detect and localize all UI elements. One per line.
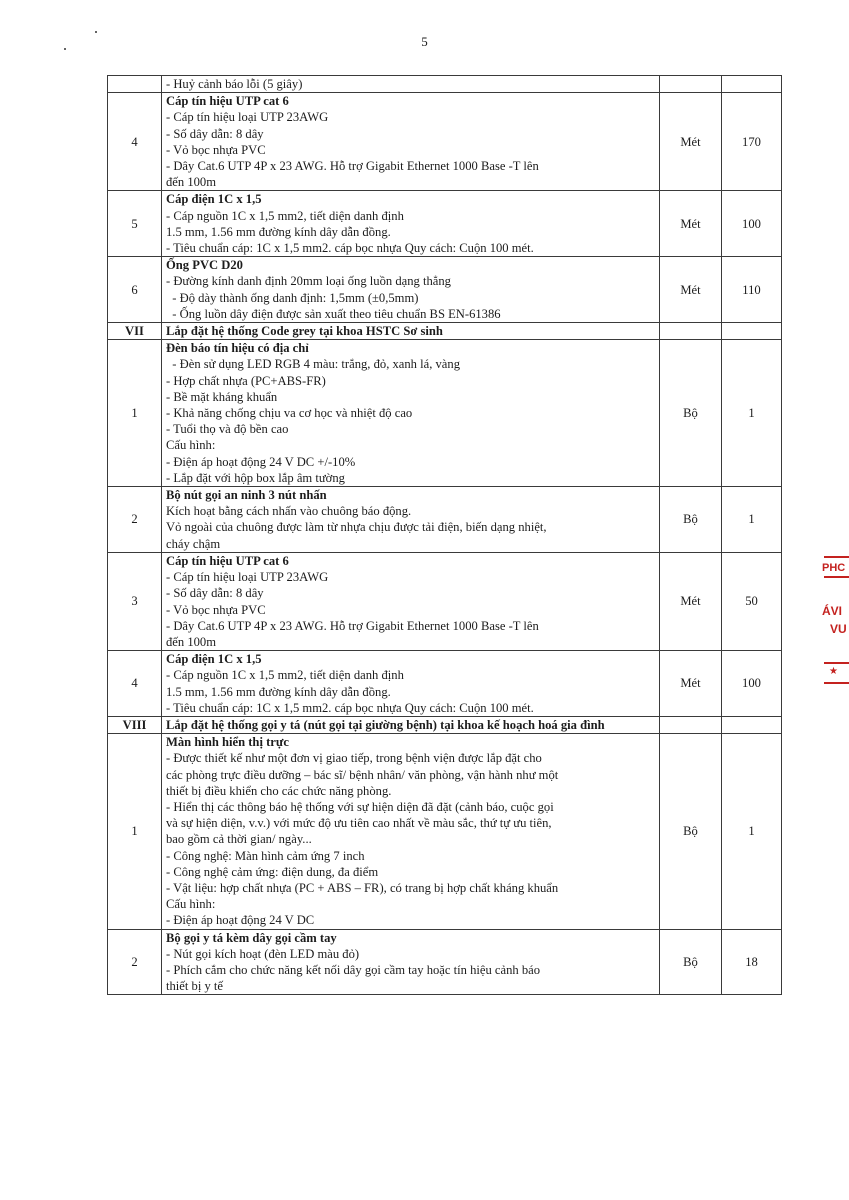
quantity-cell: 110	[722, 257, 782, 323]
spec-line: - Đường kính danh định 20mm loại ống luồn dạng thẳng	[166, 274, 451, 289]
item-title: Bộ nút gọi an ninh 3 nút nhấn	[166, 488, 327, 503]
item-title: Cáp điện 1C x 1,5	[166, 192, 262, 207]
item-number	[108, 76, 162, 93]
spec-line: - Điện áp hoạt động 24 V DC +/-10%	[166, 454, 356, 469]
unit-cell: Bộ	[660, 340, 722, 487]
item-number: 1	[108, 734, 162, 929]
item-number: 6	[108, 257, 162, 323]
spec-line: - Công nghệ cảm ứng: điện dung, đa điểm	[166, 864, 379, 879]
item-title: Bộ gọi y tá kèm dây gọi cầm tay	[166, 930, 337, 945]
spec-line: - Vỏ bọc nhựa PVC	[166, 142, 266, 157]
page-number: 5	[421, 34, 428, 49]
unit-cell	[660, 323, 722, 340]
spec-line: - Công nghệ: Màn hình cảm ứng 7 inch	[166, 848, 365, 863]
section-row	[108, 323, 782, 340]
section-title: Lắp đặt hệ thống Code grey tại khoa HSTC Sơ sinh	[162, 323, 660, 340]
spec-line: cháy chậm	[166, 536, 221, 551]
spec-line: - Tiêu chuẩn cáp: 1C x 1,5 mm2. cáp bọc nhựa Quy cách: Cuộn 100 mét.	[166, 700, 534, 715]
spec-line: - Độ dày thành ống danh định: 1,5mm (±0,5mm)	[166, 290, 419, 305]
spec-line: đến 100m	[166, 175, 217, 190]
quantity-cell: 170	[722, 93, 782, 191]
unit-cell: Mét	[660, 93, 722, 191]
table-row	[108, 651, 782, 717]
quantity-cell: 1	[722, 340, 782, 487]
table-row	[108, 257, 782, 323]
spec-line: - Được thiết kế như một đơn vị giao tiếp, trong bệnh viện được lắp đặt cho	[166, 751, 542, 766]
quantity-cell: 100	[722, 651, 782, 717]
spec-line: Kích hoạt bằng cách nhấn vào chuông báo động.	[166, 504, 412, 519]
item-title: Đèn báo tín hiệu có địa chỉ	[166, 341, 309, 356]
spec-line: - Tiêu chuẩn cáp: 1C x 1,5 mm2. cáp bọc nhựa Quy cách: Cuộn 100 mét.	[166, 241, 534, 256]
item-description	[162, 651, 660, 717]
spec-line: - Phích cắm cho chức năng kết nối dây gọi cầm tay hoặc tín hiệu cảnh báo	[166, 962, 541, 977]
spec-line: - Cáp tín hiệu loại UTP 23AWG	[166, 570, 329, 585]
item-description	[162, 93, 660, 191]
quantity-cell: 100	[722, 191, 782, 257]
spec-line: - Khả năng chống chịu va cơ học và nhiệt độ cao	[166, 406, 413, 421]
quantity-cell: 1	[722, 487, 782, 553]
spec-line: - Hiển thị các thông báo hệ thống với sự hiện diện đã đặt (cảnh báo, cuộc gọi	[166, 799, 554, 814]
table-row	[108, 340, 782, 487]
spec-line: Cấu hình:	[166, 438, 216, 453]
spec-line: 1.5 mm, 1.56 mm đường kính dây dẫn đồng.	[166, 224, 391, 239]
quantity-cell: 1	[722, 734, 782, 929]
item-number: 4	[108, 93, 162, 191]
spec-line: - Số dây dẫn: 8 dây	[166, 126, 264, 141]
stamp-line	[824, 662, 849, 664]
stamp-text: VU	[830, 622, 847, 636]
table-row	[108, 191, 782, 257]
spec-line: các phòng trực điều dưỡng – bác sĩ/ bệnh nhân/ văn phòng, vận hành như một	[166, 767, 559, 782]
spec-line: - Tuổi thọ và độ bền cao	[166, 422, 289, 437]
spec-line: - Nút gọi kích hoạt (đèn LED màu đỏ)	[166, 946, 360, 961]
unit-cell	[660, 716, 722, 733]
spec-line: - Lắp đặt với hộp box lắp âm tường	[166, 470, 345, 485]
unit-cell: Bộ	[660, 929, 722, 995]
quantity-cell: 50	[722, 552, 782, 650]
item-description	[162, 929, 660, 995]
spec-line: Vỏ ngoài của chuông được làm từ nhựa chịu được tải điện, biến dạng nhiệt,	[166, 520, 547, 535]
unit-cell: Bộ	[660, 734, 722, 929]
item-title: Cáp tín hiệu UTP cat 6	[166, 553, 289, 568]
stamp-line	[824, 556, 849, 558]
table-row	[108, 929, 782, 995]
quantity-cell	[722, 323, 782, 340]
spec-line: - Vỏ bọc nhựa PVC	[166, 602, 266, 617]
spec-line: Cấu hình:	[166, 897, 216, 912]
table-row	[108, 93, 782, 191]
spec-line: - Dây Cat.6 UTP 4P x 23 AWG. Hỗ trợ Gigabit Ethernet 1000 Base -T lên	[166, 618, 539, 633]
item-description	[162, 340, 660, 487]
item-title: Màn hình hiển thị trực	[166, 735, 290, 750]
equipment-table	[107, 75, 782, 995]
spec-line: - Bề mặt kháng khuẩn	[166, 389, 278, 404]
quantity-cell: 18	[722, 929, 782, 995]
item-description	[162, 734, 660, 929]
unit-cell: Mét	[660, 257, 722, 323]
spec-line: - Dây Cat.6 UTP 4P x 23 AWG. Hỗ trợ Gigabit Ethernet 1000 Base -T lên	[166, 159, 539, 174]
item-number: 5	[108, 191, 162, 257]
spec-line: thiết bị điều khiển cho các chức năng phòng.	[166, 783, 392, 798]
unit-cell: Mét	[660, 651, 722, 717]
unit-cell: Mét	[660, 191, 722, 257]
spec-line: và sự hiện diện, v.v.) với mức độ ưu tiên cao nhất về màu sắc, thứ tự ưu tiên,	[166, 816, 552, 831]
spec-line: - Huỷ cảnh báo lỗi (5 giây)	[166, 77, 303, 91]
spec-line: - Đèn sử dụng LED RGB 4 màu: trắng, đỏ, xanh lá, vàng	[166, 357, 460, 372]
spec-line: - Cáp tín hiệu loại UTP 23AWG	[166, 110, 329, 125]
item-title: Cáp tín hiệu UTP cat 6	[166, 94, 289, 109]
stamp-line	[824, 576, 849, 578]
stamp-line	[824, 682, 849, 684]
unit-cell: Mét	[660, 552, 722, 650]
section-row	[108, 716, 782, 733]
stamp-star-icon: ★	[829, 666, 838, 677]
section-title: Lắp đặt hệ thống gọi y tá (nút gọi tại giường bệnh) tại khoa kế hoạch hoá gia đình	[162, 716, 660, 733]
item-description	[162, 191, 660, 257]
item-number: 3	[108, 552, 162, 650]
spec-line: - Ống luồn dây điện được sản xuất theo tiêu chuẩn BS EN-61386	[166, 306, 501, 321]
item-number: 4	[108, 651, 162, 717]
table-row	[108, 552, 782, 650]
scan-speck	[95, 31, 97, 33]
item-number: 1	[108, 340, 162, 487]
table-row	[108, 487, 782, 553]
spec-line: 1.5 mm, 1.56 mm đường kính dây dẫn đồng.	[166, 684, 391, 699]
item-number: 2	[108, 929, 162, 995]
spec-line: - Vật liệu: hợp chất nhựa (PC + ABS – FR), có trang bị hợp chất kháng khuẩn	[166, 880, 559, 895]
table-row	[108, 734, 782, 929]
spec-line: thiết bị y tế	[166, 979, 224, 994]
unit-cell: Bộ	[660, 487, 722, 553]
section-number: VIII	[108, 716, 162, 733]
stamp-text: PHC	[822, 562, 846, 574]
quantity-cell	[722, 716, 782, 733]
table-row	[108, 76, 782, 93]
item-description	[162, 552, 660, 650]
item-description	[162, 257, 660, 323]
item-title: Ống PVC D20	[166, 258, 243, 273]
spec-line: - Cáp nguồn 1C x 1,5 mm2, tiết diện danh định	[166, 668, 404, 683]
unit-cell	[660, 76, 722, 93]
spec-line: bao gồm cả thời gian/ ngày...	[166, 832, 312, 847]
spec-line: - Điện áp hoạt động 24 V DC	[166, 913, 315, 928]
item-title: Cáp điện 1C x 1,5	[166, 652, 262, 667]
equipment-table-body	[108, 76, 782, 995]
stamp-text: ÁVI	[822, 604, 843, 618]
section-number: VII	[108, 323, 162, 340]
spec-line: - Hợp chất nhựa (PC+ABS-FR)	[166, 373, 326, 388]
quantity-cell	[722, 76, 782, 93]
spec-line: - Cáp nguồn 1C x 1,5 mm2, tiết diện danh định	[166, 208, 404, 223]
item-description	[162, 487, 660, 553]
spec-line: - Số dây dẫn: 8 dây	[166, 586, 264, 601]
item-description	[162, 76, 660, 93]
spec-line: đến 100m	[166, 634, 217, 649]
item-number: 2	[108, 487, 162, 553]
